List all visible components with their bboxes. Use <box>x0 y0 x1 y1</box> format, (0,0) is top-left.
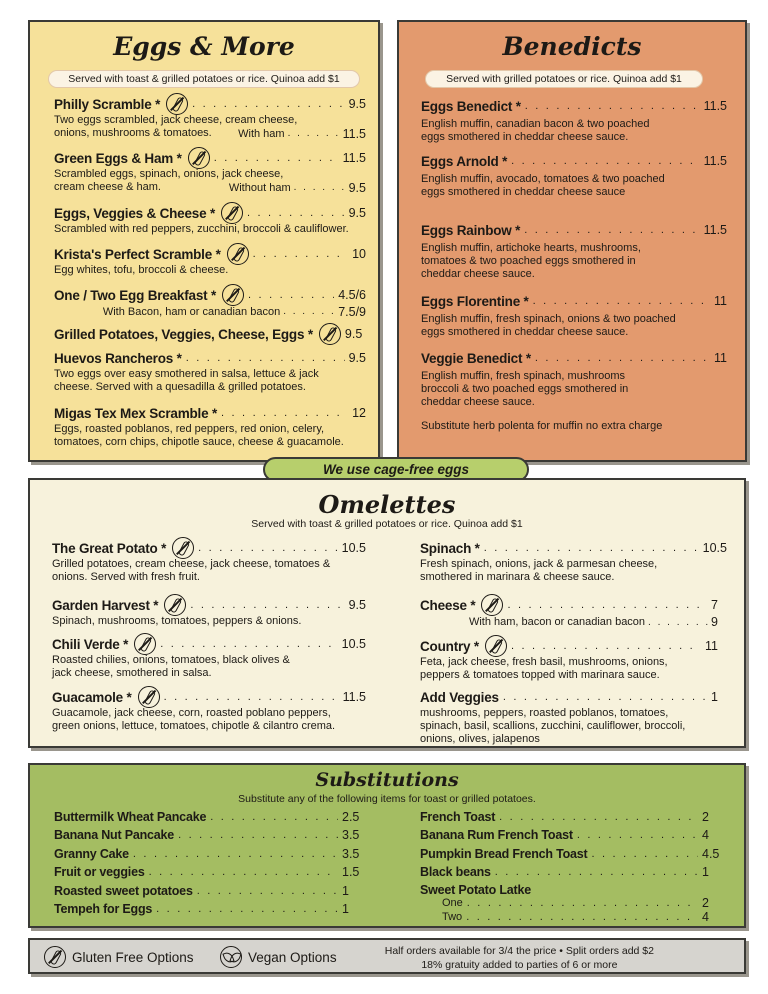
item-name: Chili Verde * <box>52 636 129 652</box>
legend-notes: Half orders available for 3/4 the price • Split orders add $2 18% gratuity added to parties of 6 or more <box>384 945 654 971</box>
item-desc: English muffin, artichoke hearts, mushrooms, tomatoes & two poached eggs smothered in cheddar cheese sauce. <box>421 242 641 280</box>
menu-item <box>421 348 727 409</box>
menu-item <box>52 538 366 584</box>
item-desc: Scrambled eggs, spinach, onions, jack cheese, cream cheese & ham. <box>54 168 284 193</box>
gluten-free-icon <box>222 284 244 306</box>
benedicts-subtitle: Served with grilled potatoes or rice. Quinoa add $1 <box>425 70 703 88</box>
menu-item <box>54 148 366 194</box>
item-desc: Guacamole, jack cheese, corn, roasted poblano peppers, green onions, lettuce, tomatoes, chipotle & cilantro crema. <box>52 707 336 732</box>
latke-heading: Sweet Potato Latke <box>420 883 532 897</box>
eggs-subtitle: Served with toast & grilled potatoes or rice. Quinoa add $1 <box>48 70 360 88</box>
substitution-item: Banana Rum French Toast . . . 4 <box>420 826 718 844</box>
item-name: Add Veggies <box>420 689 499 705</box>
menu-item <box>421 291 727 339</box>
substitution-item: Banana Nut Pancake . . . 3.5 <box>54 826 358 844</box>
item-name: Country * <box>420 638 479 654</box>
eggs-and-more-panel <box>28 20 380 462</box>
item-price: 10 <box>352 247 366 261</box>
item-option-price: 7.5/9 <box>338 304 366 319</box>
item-option-label: With ham, bacon or canadian bacon <box>468 616 646 628</box>
menu-item <box>52 687 366 733</box>
menu-item <box>54 324 366 344</box>
omelettes-subtitle: Served with toast & grilled potatoes or rice. Quinoa add $1 <box>251 518 523 530</box>
item-price: 9.5 <box>348 598 366 612</box>
substitutions-subtitle: Substitute any of the following items for toast or grilled potatoes. <box>238 793 536 805</box>
gluten-free-icon <box>227 243 249 265</box>
item-desc: English muffin, fresh spinach, mushrooms broccoli & two poached eggs smothered in cheddar cheese sauce. <box>421 370 629 408</box>
item-option-price: 9.5 <box>348 180 366 195</box>
item-desc: Scrambled with red peppers, zucchini, broccoli & cauliflower. <box>54 223 349 235</box>
item-name: Spinach * <box>420 540 480 556</box>
item-desc: Roasted chilies, onions, tomatoes, black olives & jack cheese, smothered in salsa. <box>52 654 290 679</box>
item-desc: English muffin, avocado, tomatoes & two poached eggs smothered in cheddar cheese sauce <box>421 173 665 198</box>
menu-item <box>54 348 366 394</box>
substitution-item: French Toast . . . 2 <box>420 808 718 826</box>
item-name: Krista's Perfect Scramble * <box>54 246 221 262</box>
gluten-free-icon <box>485 635 507 657</box>
menu-item <box>420 687 718 746</box>
gluten-free-icon <box>138 686 160 708</box>
menu-item <box>421 220 727 281</box>
item-desc: Two eggs over easy smothered in salsa, lettuce & jack cheese. Served with a quesadilla & grilled potatoes. <box>54 368 319 393</box>
item-price: 12 <box>352 406 366 420</box>
item-name: Eggs Florentine * <box>421 293 529 309</box>
substitution-item: Fruit or veggies . . . 1.5 <box>54 863 358 881</box>
legend-bar <box>28 938 746 974</box>
menu-item <box>54 244 366 277</box>
menu-item <box>420 595 718 629</box>
item-price: 11 <box>705 639 718 653</box>
item-desc: Egg whites, tofu, broccoli & cheese. <box>54 264 229 276</box>
eggs-title: Eggs & More <box>113 32 295 61</box>
item-option-label: With ham <box>238 127 285 140</box>
menu-item <box>421 96 727 144</box>
item-price: 4.5/6 <box>338 288 366 302</box>
vegan-leaf-icon <box>220 946 242 968</box>
item-name: Grilled Potatoes, Veggies, Cheese, Eggs * <box>54 326 313 342</box>
item-price: 7 <box>711 598 718 612</box>
item-price: 11.5 <box>703 99 727 113</box>
menu-item <box>54 403 366 449</box>
item-name: Migas Tex Mex Scramble * <box>54 405 218 421</box>
item-desc: Two eggs scrambled, jack cheese, cream cheese, onions, mushrooms & tomatoes. <box>54 114 298 139</box>
item-price: 11.5 <box>342 151 366 165</box>
substitutions-panel <box>28 763 746 928</box>
item-price: 9.5 <box>344 327 363 341</box>
item-option-label: Without ham <box>228 181 291 194</box>
menu-item <box>54 94 366 140</box>
item-desc: English muffin, fresh spinach, onions & two poached eggs smothered in cheddar cheese sauce. <box>421 313 676 338</box>
substitution-item: Tempeh for Eggs . . . 1 <box>54 900 358 918</box>
item-price: 11.5 <box>342 690 366 704</box>
item-price: 10.5 <box>341 637 366 651</box>
item-desc: Feta, jack cheese, fresh basil, mushrooms, onions, peppers & tomatoes topped with marinara sauce. <box>420 656 668 681</box>
substitutions-title: Substitutions <box>315 769 459 791</box>
substitution-item: Granny Cake . . . 3.5 <box>54 845 358 863</box>
item-name: Eggs Rainbow * <box>421 222 521 238</box>
benedicts-panel <box>397 20 747 462</box>
menu-item <box>54 285 366 318</box>
vegan-legend: Vegan Options <box>220 946 337 968</box>
gluten-free-icon <box>319 323 341 345</box>
item-desc: English muffin, canadian bacon & two poached eggs smothered in cheddar cheese sauce. <box>421 118 650 143</box>
item-price: 9.5 <box>348 206 366 220</box>
menu-item <box>54 203 366 236</box>
gluten-free-icon <box>164 594 186 616</box>
item-name: Green Eggs & Ham * <box>54 150 182 166</box>
item-name: Philly Scramble * <box>54 96 161 112</box>
item-name: Huevos Rancheros * <box>54 350 182 366</box>
omelettes-title: Omelettes <box>318 490 456 519</box>
gluten-free-icon <box>481 594 503 616</box>
substitution-item: Black beans . . . 1 <box>420 863 718 881</box>
item-desc: Fresh spinach, onions, jack & parmesan cheese, smothered in marinara & cheese sauce. <box>420 558 658 583</box>
item-price: 11.5 <box>703 154 727 168</box>
item-name: Cheese * <box>420 597 476 613</box>
item-price: 11 <box>714 294 727 308</box>
benedicts-title: Benedicts <box>502 32 642 61</box>
benedicts-note: Substitute herb polenta for muffin no extra charge <box>421 420 663 432</box>
gluten-free-icon <box>44 946 66 968</box>
item-name: The Great Potato * <box>52 540 167 556</box>
substitution-item: Pumpkin Bread French Toast . . . 4.5 <box>420 845 718 863</box>
item-price: 1 <box>711 690 718 704</box>
gluten-free-icon <box>134 633 156 655</box>
item-price: 9.5 <box>348 97 366 111</box>
item-desc: mushrooms, peppers, roasted poblanos, tomatoes, spinach, basil, scallions, zucchini, cauliflower, broccoli, onions, olives, jalapenos <box>420 707 686 745</box>
item-option-label: With Bacon, ham or canadian bacon <box>102 305 281 318</box>
item-desc: Spinach, mushrooms, tomatoes, peppers & onions. <box>52 615 302 627</box>
item-desc: Grilled potatoes, cream cheese, jack cheese, tomatoes & onions. Served with fresh fruit. <box>52 558 331 583</box>
item-name: One / Two Egg Breakfast * <box>54 287 217 303</box>
item-price: 9.5 <box>348 351 366 365</box>
item-option-price: 9 <box>711 615 718 629</box>
item-price: 10.5 <box>702 541 727 555</box>
menu-item <box>420 636 718 682</box>
item-name: Guacamole * <box>52 689 132 705</box>
menu-item <box>420 538 727 584</box>
item-name: Veggie Benedict * <box>421 350 531 366</box>
gluten-free-icon <box>221 202 243 224</box>
menu-item <box>52 595 366 628</box>
latke-two: Two . . . 4 <box>442 910 718 924</box>
item-name: Eggs, Veggies & Cheese * <box>54 205 216 221</box>
item-name: Garden Harvest * <box>52 597 159 613</box>
gluten-free-legend: Gluten Free Options <box>44 946 194 968</box>
item-price: 11 <box>714 351 727 365</box>
gluten-free-icon <box>188 147 210 169</box>
gluten-free-icon <box>166 93 188 115</box>
omelettes-panel <box>28 478 746 748</box>
menu-item <box>52 634 366 680</box>
gluten-free-icon <box>172 537 194 559</box>
item-price: 10.5 <box>341 541 366 555</box>
substitution-item: Roasted sweet potatoes . . . 1 <box>54 882 358 900</box>
item-name: Eggs Arnold * <box>421 153 508 169</box>
latke-one: One . . . 2 <box>442 896 718 910</box>
item-name: Eggs Benedict * <box>421 98 521 114</box>
cage-free-banner: We use cage-free eggs <box>263 457 529 482</box>
substitution-item: Buttermilk Wheat Pancake . . . 2.5 <box>54 808 358 826</box>
item-desc: Eggs, roasted poblanos, red peppers, red onion, celery, tomatoes, corn chips, chipotle sauce, cheese & guacamole. <box>54 423 344 448</box>
item-price: 11.5 <box>703 223 727 237</box>
menu-item <box>421 151 727 199</box>
item-option-price: 11.5 <box>342 126 366 141</box>
